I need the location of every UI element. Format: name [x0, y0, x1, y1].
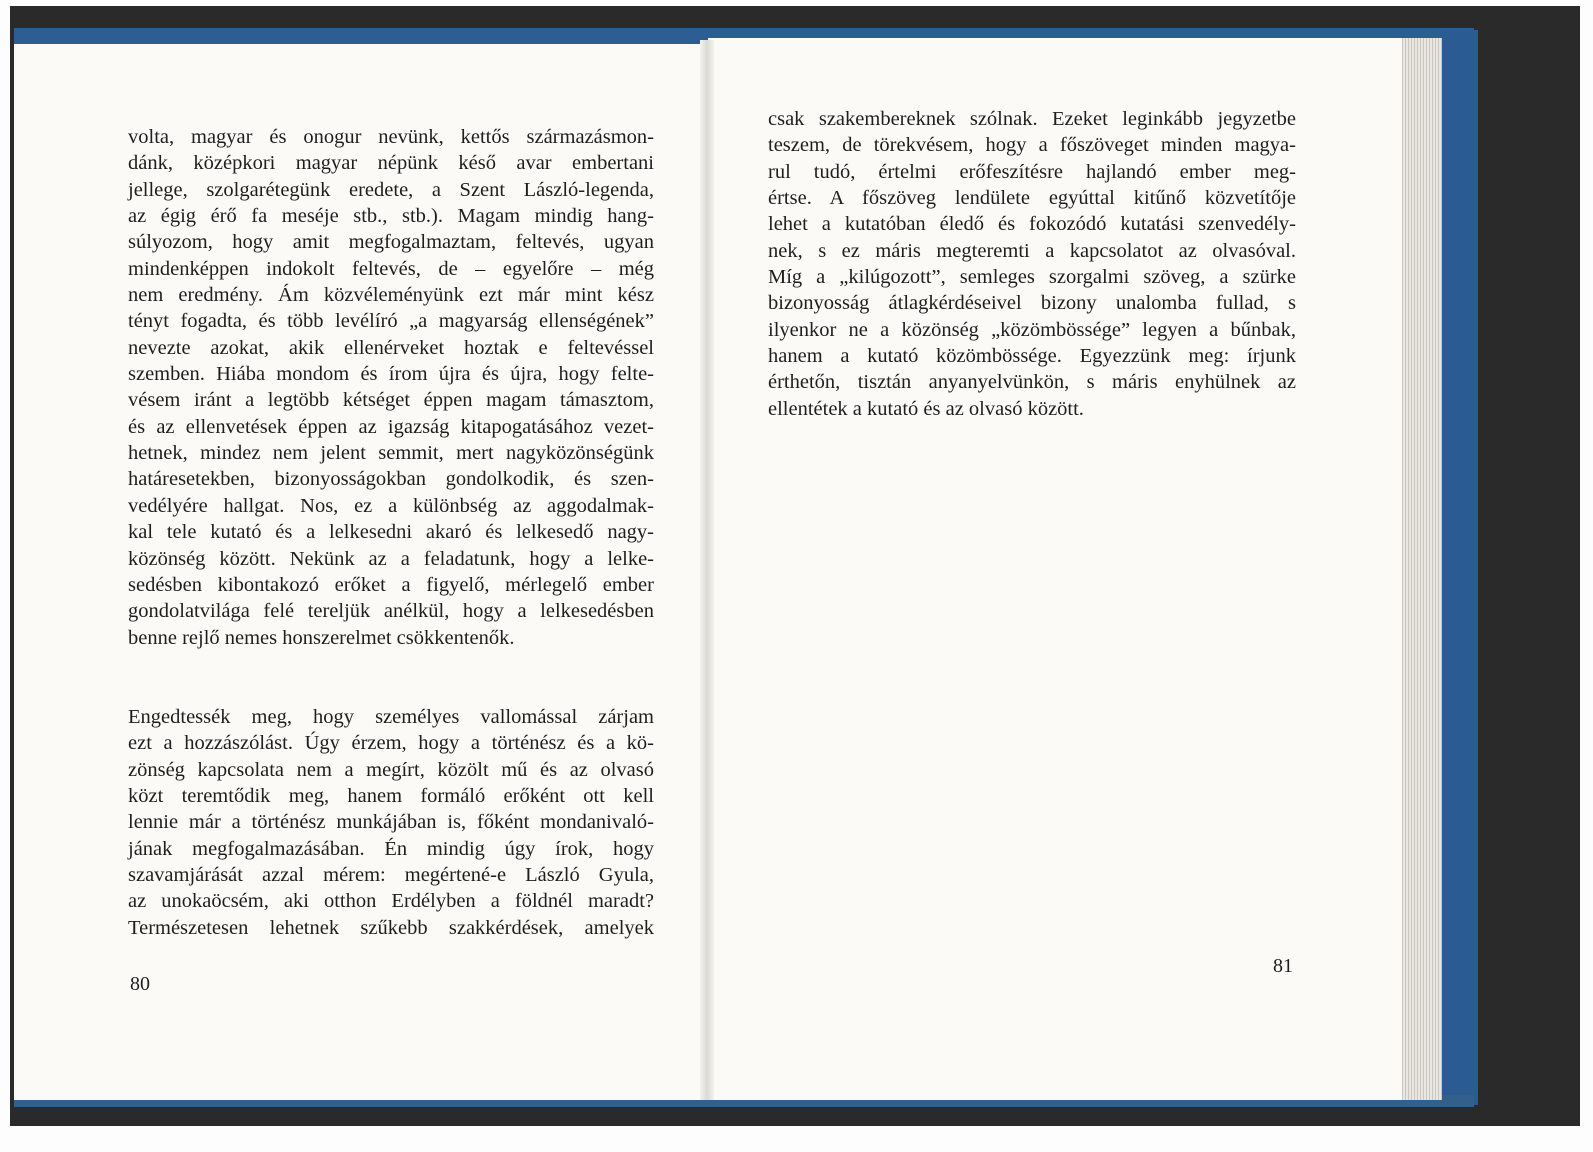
text-line: határesetekben, bizonyosságokban gondolkodik, és szen- — [128, 468, 654, 491]
text-line: kal tele kutató és a lelkesedni akaró és lelkesedő nagy- — [128, 521, 654, 544]
text-line: szavamjárását azzal mérem: megértené-e László Gyula, — [128, 864, 654, 887]
text-line: Természetesen lehetnek szűkebb szakkérdések, amelyek — [128, 916, 654, 939]
text-line: rul tudó, értelmi erőfeszítésre hajlandó ember meg- — [768, 160, 1296, 183]
text-line: teszem, de törekvésem, hogy a főszöveget minden magya- — [768, 134, 1296, 157]
left-paragraph-2 — [128, 704, 654, 941]
text-line: ellentétek a kutató és az olvasó között. — [768, 397, 1084, 420]
text-line: vésem iránt a legtöbb kétséget éppen magam támasztom, — [128, 389, 654, 412]
text-line: közt teremtődik meg, hanem formáló erőként ott kell — [128, 785, 654, 808]
text-line: lehet a kutatóban éledő és fokozódó kutatási szenvedély- — [768, 213, 1296, 236]
text-line: sedésben kibontakozó erőket a figyelő, mérlegelő ember — [128, 573, 654, 596]
text-line: jának megfogalmazásában. Én mindig úgy írok, hogy — [128, 837, 654, 860]
text-line: nevezte azokat, akik ellenérveket hoztak e feltevéssel — [128, 336, 654, 359]
text-line: közönség között. Nekünk az a feladatunk, hogy a lelke- — [128, 547, 654, 570]
text-line: az unokaöcsém, aki otthon Erdélyben a földnél maradt? — [128, 890, 654, 913]
text-line: gondolatvilága felé tereljük anélkül, hogy a lelkesedésben — [128, 600, 654, 623]
text-line: súlyozom, hogy amit megfogalmaztam, feltevés, ugyan — [128, 231, 654, 254]
text-line: az égig érő fa meséje stb., stb.). Magam mindig hang- — [128, 205, 654, 228]
text-line: hanem a kutató közömbössége. Egyezzünk meg: írjunk — [768, 345, 1296, 368]
page-number-left: 80 — [130, 973, 150, 995]
page-number-right: 81 — [1273, 955, 1293, 977]
text-line: ilyenkor ne a közönség „közömbössége” legyen a bűnbak, — [768, 318, 1296, 341]
text-line: dánk, középkori magyar népünk késő avar embertani — [128, 152, 654, 175]
text-line: és az ellenvetések éppen az igazság kitapogatásához vezet- — [128, 415, 654, 438]
text-line: érthetőn, tisztán anyanyelvünkön, s máris enyhülnek az — [768, 371, 1296, 394]
book-cover-right — [1440, 30, 1478, 1105]
text-line: ezt a hozzászólást. Úgy érzem, hogy a történész és a kö- — [128, 732, 654, 755]
text-line: Engedtessék meg, hogy személyes vallomással zárjam — [128, 706, 654, 728]
right-paragraph-1 — [768, 106, 1296, 422]
text-line: zönség kapcsolata nem a megírt, közölt mű és az olvasó — [128, 758, 654, 781]
text-line: volta, magyar és onogur nevünk, kettős származásmon- — [128, 126, 654, 148]
text-line: vedélyére hallgat. Nos, ez a különbség az aggodalmak- — [128, 494, 654, 517]
text-line: Míg a „kilúgozott”, semleges szorgalmi szöveg, a szürke — [768, 266, 1296, 289]
left-paragraph-1 — [128, 124, 654, 651]
text-line: hetnek, mindez nem jelent semmit, mert nagyközönségünk — [128, 442, 654, 465]
text-line: jellege, szolgarétegünk eredete, a Szent László-legenda, — [128, 178, 654, 201]
text-line: lennie már a történész munkájában is, főként mondanivaló- — [128, 811, 654, 834]
text-line: értse. A főszöveg lendülete egyúttal kitűnő közvetítője — [768, 187, 1296, 210]
text-line: bizonyosság átlagkérdéseivel bizony unalomba fullad, s — [768, 292, 1296, 315]
text-line: mindenképpen indokolt feltevés, de – egyelőre – még — [128, 257, 654, 280]
text-line: szemben. Hiába mondom és írom újra és újra, hogy felte- — [128, 363, 654, 386]
text-line: nek, s ez máris megteremti a kapcsolatot az olvasóval. — [768, 239, 1296, 262]
page-edges — [1400, 38, 1442, 1100]
text-line: benne rejlő nemes honszerelmet csökkentenők. — [128, 626, 515, 649]
text-line: tényt fogadta, és több levélíró „a magyarság ellenségének” — [128, 310, 654, 333]
text-line: csak szakembereknek szólnak. Ezeket leginkább jegyzetbe — [768, 108, 1296, 130]
text-line: nem eredmény. Ám közvéleményünk ezt már mint kész — [128, 284, 654, 307]
book-gutter — [700, 40, 714, 1100]
